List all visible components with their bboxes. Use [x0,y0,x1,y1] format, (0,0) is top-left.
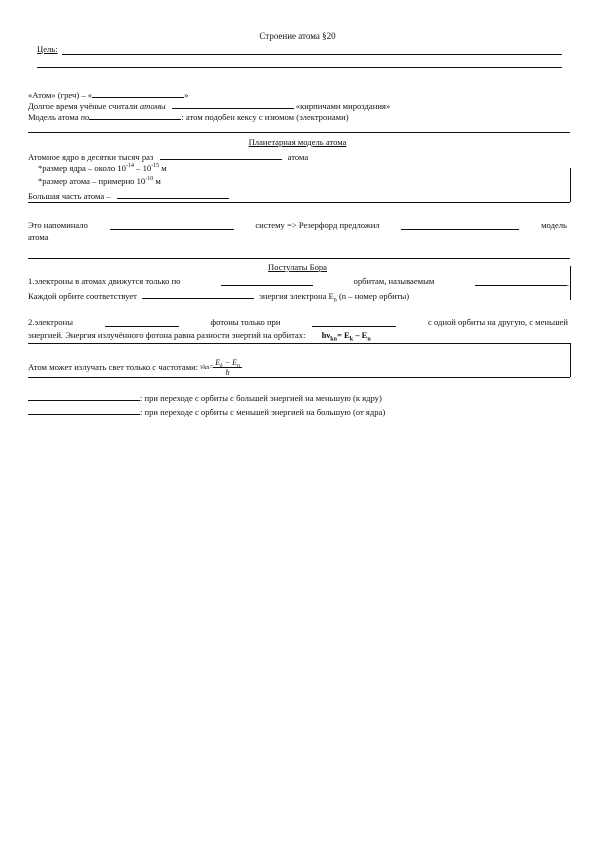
section-divider-2 [28,258,570,259]
goal-answer-line-2[interactable] [37,67,562,68]
atom-model-line [28,110,349,123]
transition-1-line [28,391,382,404]
bohr-energy-blank[interactable] [142,289,254,299]
atom-empty-blank[interactable] [117,189,229,199]
transition-2-line [28,405,385,418]
atom-greek-text: «Атом» (греч) – « [28,90,93,100]
transition-1-blank[interactable] [28,391,140,401]
bohr-p1-line [28,276,569,289]
nucleus-size-unit: м [159,163,167,173]
goal-row [37,44,58,55]
num-minus-e: − E [222,358,238,367]
formula-sub-n: n [367,336,371,343]
transition-2-blank[interactable] [28,405,140,415]
bohr-emit-blank[interactable] [105,317,179,327]
freq-box-bottom [28,377,570,378]
formula-sub-kn: kn [330,336,337,343]
goal-label: Цель: [37,44,58,54]
num-sub-k: k [220,363,223,370]
atom-size-line [38,176,161,187]
planetary-box-right-edge [570,168,571,202]
planetary-heading: Планетарная модель атома [248,137,347,147]
freq-denominator: h [225,368,230,377]
goal-answer-line-1[interactable] [62,54,562,55]
formula-h-nu: hν [321,330,331,340]
bohr-orbit-name-blank[interactable] [475,276,567,286]
planetary-box-bottom [28,202,570,203]
bohr-p1-period: . [566,278,569,288]
freq-formula: ν kn = $\frac{E_k - E_n}{h}$ [200,358,241,377]
bohr-p1-end [475,276,569,289]
bohr-p1-line-2 [28,289,409,302]
num-e1: E [215,358,221,367]
bohr-p2-line [28,317,568,328]
bohr-p2-text-b: фотоны только при [210,317,281,327]
transition-1-text: : при переходе с орбиты с большей энергией на меньшую (к ядру) [140,393,382,403]
bohr-p2-text-a: 2.электроны [28,317,73,327]
freq-nu: ν [200,363,204,371]
bohr-p1-text-a: 1.электроны в атомах движутся только по [28,276,181,286]
rutherford-text-b: систему => Резерфорд предложил [255,220,380,230]
bohr-p2-l2-text: энергией. Энергия излучённого фотона равна разности энергий на орбитах: [28,330,306,340]
bohr-p1-l2-text-b: энергия электрона Е [259,291,334,301]
freq-line [28,358,242,377]
nucleus-size-blank[interactable] [160,150,282,160]
atom-size-unit: м [153,176,161,186]
nucleus-size-line [38,163,167,174]
atom-size-exp: -10 [145,176,154,183]
atom-model-italic: по [80,112,90,122]
nucleus-text-end: атома [287,152,309,162]
atom-bricks-text-a: Долгое время учёные считали [28,101,140,111]
freq-numerator [213,358,242,368]
freq-box-top [28,343,570,344]
bohr-p1-box-right-edge [570,266,571,300]
freq-box-right-edge [570,343,571,377]
planetary-nucleus-line [28,150,308,163]
bohr-transition-blank[interactable] [312,317,396,327]
bohr-heading: Постулаты Бора [268,262,327,272]
formula-sub-k: k [349,336,354,343]
rutherford-line [28,220,567,231]
formula-equals-e: = Е [336,330,350,340]
nucleus-text: Атомное ядро в десятки тысяч раз [28,152,154,162]
rutherford-text-c: модель [541,220,567,230]
bohr-p1-l2-text-c: (n – номер орбиты) [336,291,410,301]
bohr-orbit-blank[interactable] [221,276,313,286]
atom-bricks-italic: атомы [139,101,166,111]
formula-minus-e: – Е [353,330,368,340]
atom-greek-close: » [184,90,189,100]
photon-energy-formula [321,330,371,343]
page-title: Строение атома §20 [259,31,336,41]
nucleus-exp-1: -14 [125,163,134,170]
freq-label: Атом может излучать свет только с частотами: [28,362,199,372]
atom-empty-text: Большая часть атома – [28,191,111,201]
bohr-p1-text-b: орбитам, называемым [353,276,435,286]
nucleus-exp-2: -15 [151,163,160,170]
transition-2-text: : при переходе с орбиты с меньшей энергией на большую (от ядра) [140,407,386,417]
atom-model-text-a: Модель атома [28,112,81,122]
rutherford-line-2: атома [28,232,49,242]
atom-translation-blank[interactable] [92,88,184,98]
atom-bricks-blank[interactable] [172,99,294,109]
bohr-p2-line-2 [28,330,371,341]
freq-fraction [213,358,242,377]
nucleus-size-mid: – 10 [133,163,152,173]
atom-model-author-blank[interactable] [89,110,181,120]
rutherford-system-blank[interactable] [110,220,234,230]
atom-size-text: *размер атома – примерно 10 [38,176,146,186]
section-divider-1 [28,132,570,133]
bohr-p2-text-c: с одной орбиты на другую, с меньшей [427,317,568,327]
bohr-p1-l2-sub: n [333,297,337,304]
rutherford-text-a: Это напоминало [28,220,88,230]
atom-model-text-b: : атом подобен кексу с изюмом (электронами) [181,112,349,122]
nucleus-size-text: *размер ядра – около 10 [38,163,126,173]
rutherford-model-blank[interactable] [401,220,519,230]
freq-equals: = [209,363,214,371]
num-sub-n: n [237,363,241,370]
atom-bricks-text-b: «кирпичами мироздания» [293,101,391,111]
bohr-p1-l2-text-a: Каждой орбите соответствует [28,291,137,301]
atom-empty-line [28,189,229,202]
